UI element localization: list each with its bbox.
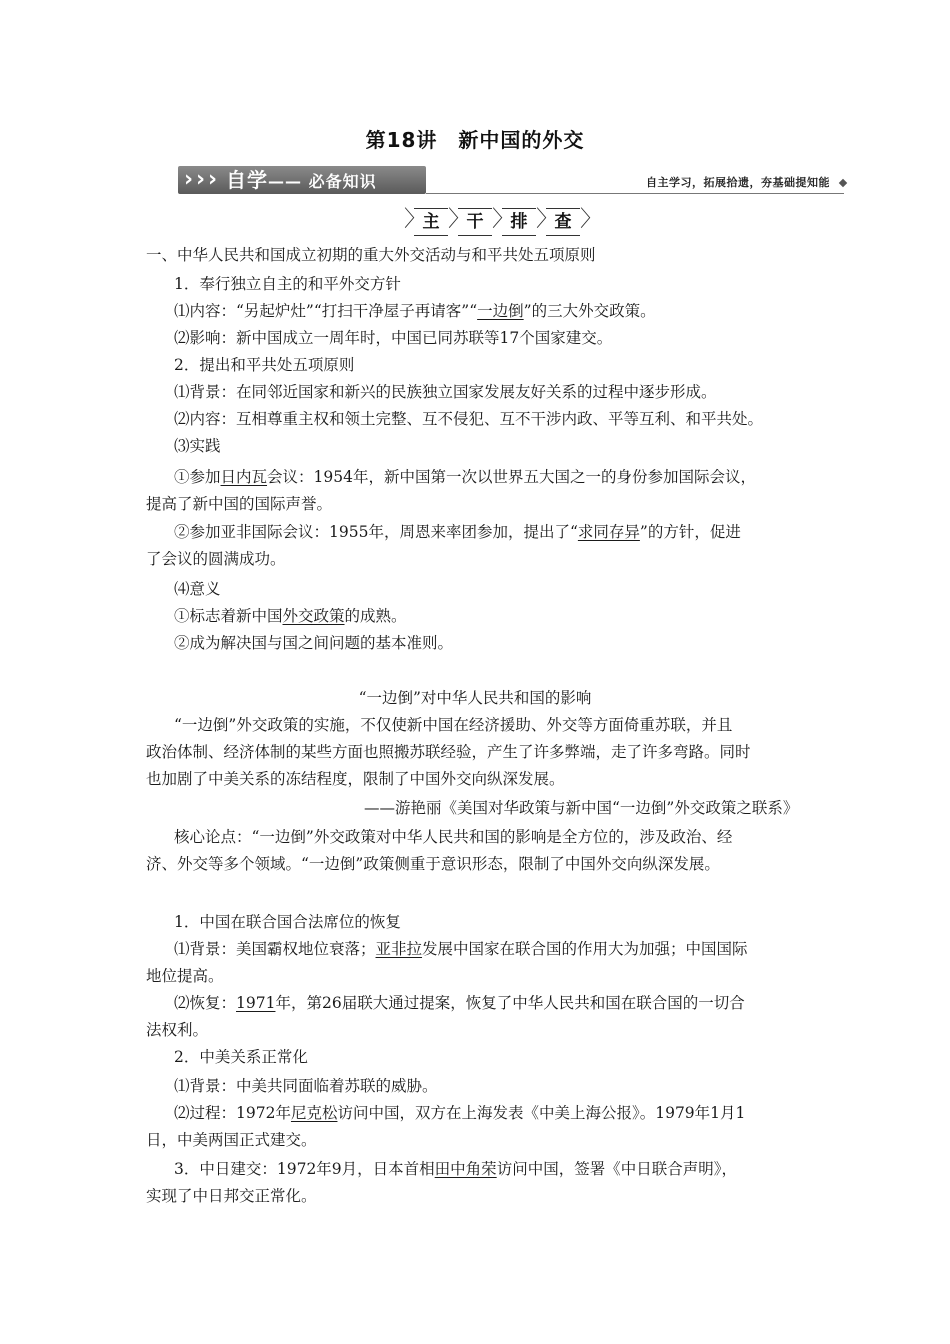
paragraph-line — [174, 605, 407, 627]
underlined-keyword: 一边倒 — [477, 302, 524, 320]
core-argument-line: 济、外交等多个领域。“一边倒”政策侧重于意识形态，限制了中国外交向纵深发展。 — [146, 855, 720, 873]
banner-label-main: 自学 — [226, 168, 268, 192]
underlined-keyword: 求同存异 — [577, 523, 640, 541]
chevron-right-icon: 〉 — [536, 207, 559, 232]
underlined-keyword: 亚非拉 — [375, 940, 423, 958]
diamond-icon — [839, 179, 847, 187]
text-span: 发展中国家在联合国的作用大为加强；中国国际 — [422, 940, 748, 958]
quote-line: 政治体制、经济体制的某些方面也照搬苏联经验，产生了许多弊端，走了许多弯路。同时 — [146, 743, 751, 761]
quote-title: “一边倒”对中华人民共和国的影响 — [358, 689, 592, 707]
text-span: 访问中国，双方在上海发表《中美上海公报》。1979年1月1 — [337, 1104, 746, 1122]
text-span: ”的三大外交政策。 — [523, 302, 656, 320]
paragraph-line: ⑵影响：新中国成立一周年时，中国已同苏联等17个国家建交。 — [174, 329, 613, 347]
section-heading: 一、中华人民共和国成立初期的重大外交活动与和平共处五项原则 — [146, 246, 596, 264]
chevron-right-icon: 〉 — [492, 207, 515, 232]
text-span: ⑴背景：美国霸权地位衰落； — [174, 940, 376, 958]
quote-source: ——游艳丽《美国对华政策与新中国“一边倒”外交政策之联系》 — [364, 799, 799, 817]
quote-line: 也加剧了中美关系的冻结程度，限制了中国外交向纵深发展。 — [146, 770, 565, 788]
text-span: ①标志着新中国 — [174, 607, 283, 625]
subsection-title: 2．提出和平共处五项原则 — [174, 356, 355, 374]
underlined-keyword: 1971 — [236, 994, 276, 1012]
text-span: 的成熟。 — [344, 607, 407, 625]
subsection-title: 2．中美关系正常化 — [174, 1048, 308, 1066]
paragraph-line — [174, 992, 745, 1014]
subsection-title: 1．中国在联合国合法席位的恢复 — [174, 913, 401, 931]
chevron-right-icon: › — [196, 167, 206, 192]
lesson-title: 第18讲 新中国的外交 — [365, 128, 585, 152]
paragraph-line — [174, 938, 748, 960]
banner-rule — [426, 193, 844, 194]
paragraph-line: ⑶实践 — [174, 437, 221, 455]
text-span: ⑴内容：“另起炉灶”“打扫干净屋子再请客”“ — [174, 302, 478, 320]
paragraph-line — [174, 521, 741, 543]
banner-slogan: 自主学习，拓展拾遗，夯基础提知能 — [646, 176, 830, 189]
paragraph-line: 日，中美两国正式建交。 — [146, 1131, 317, 1149]
text-span: ”的方针，促进 — [639, 523, 741, 541]
text-span: 年，第26届联大通过提案，恢复了中华人民共和国在联合国的一切合 — [275, 994, 745, 1012]
text-span: ⑵恢复： — [174, 994, 237, 1012]
underlined-keyword: 尼克松 — [290, 1104, 338, 1122]
tag-char: 查 — [546, 208, 580, 236]
chevron-right-icon: 〉 — [580, 207, 603, 232]
paragraph-line — [174, 1158, 737, 1180]
subsection-title: 1．奉行独立自主的和平外交方针 — [174, 275, 401, 293]
paragraph-line: 实现了中日邦交正常化。 — [146, 1187, 317, 1205]
text-span: 访问中国，签署《中日联合声明》， — [496, 1160, 737, 1178]
paragraph-line: 法权利。 — [146, 1021, 209, 1039]
paragraph-line: 提高了新中国的国际声誉。 — [146, 495, 333, 513]
tag-char: 排 — [502, 208, 536, 236]
tag-char: 干 — [458, 208, 492, 236]
underlined-keyword: 外交政策 — [282, 607, 345, 625]
section-tag — [404, 207, 603, 236]
text-span: 会议：1954年，新中国第一次以世界五大国之一的身份参加国际会议， — [267, 468, 756, 486]
paragraph-line: ⑴背景：在同邻近国家和新兴的民族独立国家发展友好关系的过程中逐步形成。 — [174, 383, 717, 401]
chevron-right-icon: › — [208, 167, 218, 192]
banner-label-sub: —— 必备知识 — [268, 172, 377, 191]
section-banner — [178, 166, 848, 196]
paragraph-line: 了会议的圆满成功。 — [146, 550, 286, 568]
paragraph-line — [174, 466, 756, 488]
chevron-right-icon: 〉 — [404, 207, 427, 232]
underlined-keyword: 田中角荣 — [434, 1160, 497, 1178]
text-span: ②参加亚非国际会议：1955年，周恩来率团参加，提出了“ — [174, 523, 578, 541]
underlined-keyword: 日内瓦 — [220, 468, 268, 486]
paragraph-line: ②成为解决国与国之间问题的基本准则。 — [174, 634, 454, 652]
text-span: 3．中日建交：1972年9月，日本首相 — [174, 1160, 435, 1178]
paragraph-line: ⑴背景：中美共同面临着苏联的威胁。 — [174, 1077, 438, 1095]
quote-line: “一边倒”外交政策的实施，不仅使新中国在经济援助、外交等方面倚重苏联，并且 — [174, 716, 733, 734]
text-span: ①参加 — [174, 468, 221, 486]
core-argument-line: 核心论点：“一边倒”外交政策对中华人民共和国的影响是全方位的，涉及政治、经 — [174, 828, 733, 846]
paragraph-line — [174, 300, 656, 322]
paragraph-line — [174, 1102, 745, 1124]
tag-char: 主 — [414, 208, 448, 236]
banner-bar — [178, 166, 426, 194]
chevron-right-icon: 〉 — [448, 207, 471, 232]
paragraph-line: ⑵内容：互相尊重主权和领土完整、互不侵犯、互不干涉内政、平等互利、和平共处。 — [174, 410, 764, 428]
paragraph-line: 地位提高。 — [146, 967, 224, 985]
paragraph-line: ⑷意义 — [174, 580, 221, 598]
chevron-right-icon: › — [184, 167, 194, 192]
banner-label — [226, 166, 377, 194]
text-span: ⑵过程：1972年 — [174, 1104, 291, 1122]
